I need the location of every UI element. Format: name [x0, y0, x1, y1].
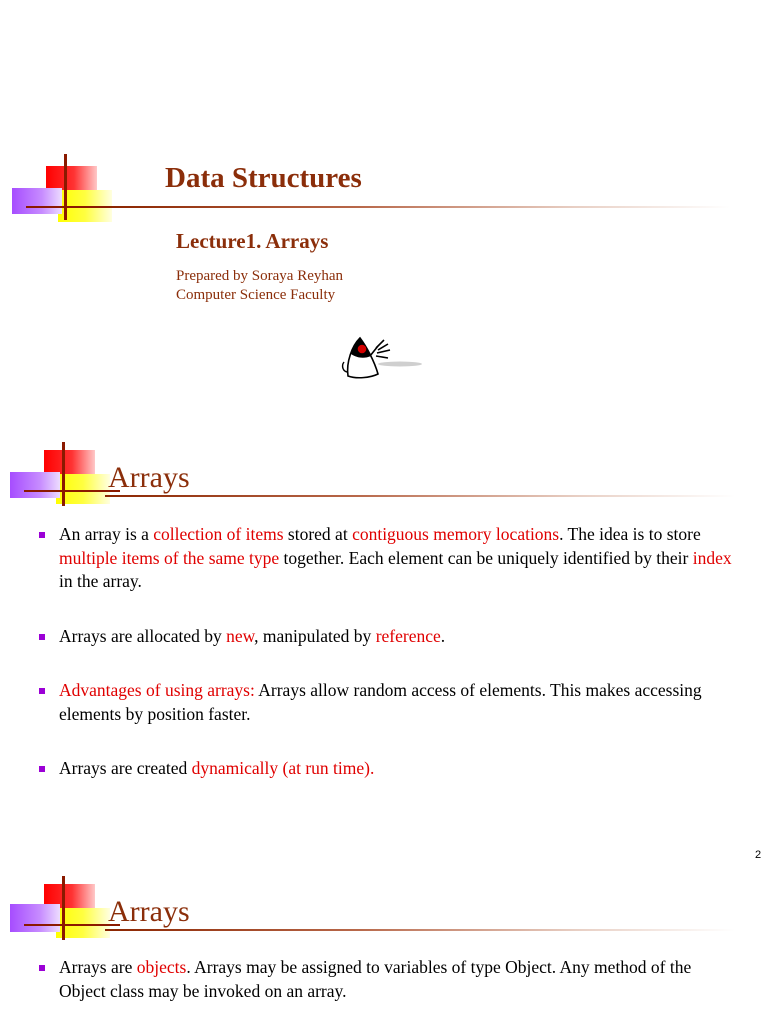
- slide-logo-decoration: [10, 442, 120, 522]
- bullet-text: Arrays are: [59, 957, 137, 977]
- page-number: 2: [755, 849, 762, 861]
- highlighted-text: dynamically (at run time).: [191, 758, 375, 778]
- faculty-line: Computer Science Faculty: [176, 287, 336, 303]
- highlighted-text: new: [226, 625, 255, 646]
- highlighted-text: Advantages of using arrays:: [59, 680, 255, 700]
- author-line: Prepared by Soraya Reyhan: [176, 268, 344, 284]
- bullet-text: Arrays allow random access of elements. This makes accessing elements by position faster.: [59, 680, 702, 724]
- section-title: Arrays: [108, 895, 190, 928]
- bullet-item: [38, 956, 738, 1003]
- bullet-item: [38, 523, 738, 594]
- bullet-text: in the array.: [59, 571, 142, 591]
- bullet-item: [38, 625, 738, 649]
- slide-logo-decoration: [10, 876, 120, 956]
- bullet-text: Arrays are created: [59, 758, 192, 778]
- highlighted-text: objects: [136, 957, 187, 977]
- bullet-text: stored at: [283, 524, 353, 544]
- slide-logo-decoration: [12, 152, 122, 232]
- highlighted-text: contiguous memory locations: [352, 524, 560, 544]
- bullet-marker-icon: [39, 634, 45, 640]
- highlighted-text: reference: [375, 625, 441, 646]
- bullet-list: [38, 523, 738, 781]
- bullet-marker-icon: [39, 766, 45, 772]
- bullet-text: together. Each element can be uniquely identified by their: [279, 547, 693, 568]
- java-duke-mascot-icon: [340, 332, 424, 382]
- title-underline: [110, 206, 730, 208]
- bullet-text: . The idea is to store: [559, 524, 701, 544]
- section-title: Arrays: [108, 461, 190, 494]
- deck-title: Data Structures: [165, 162, 362, 194]
- bullet-marker-icon: [39, 965, 45, 971]
- lecture-subtitle: Lecture1. Arrays: [176, 229, 329, 253]
- highlighted-text: collection of items: [153, 524, 284, 544]
- bullet-text: Arrays are allocated by: [59, 625, 227, 646]
- title-underline: [105, 495, 735, 497]
- bullet-marker-icon: [39, 532, 45, 538]
- bullet-text: .: [440, 625, 446, 646]
- bullet-list: [38, 956, 738, 1003]
- bullet-text: . Arrays may be assigned to variables of type Object. Any method of the Object class may be invoked on an array.: [59, 957, 692, 1001]
- bullet-text: An array is a: [59, 524, 154, 544]
- title-underline: [105, 929, 735, 931]
- highlighted-text: index: [692, 547, 732, 568]
- highlighted-text: multiple items of the same type: [59, 547, 280, 568]
- bullet-item: [38, 757, 738, 781]
- bullet-marker-icon: [39, 688, 45, 694]
- bullet-item: [38, 679, 738, 726]
- bullet-text: , manipulated by: [254, 625, 376, 646]
